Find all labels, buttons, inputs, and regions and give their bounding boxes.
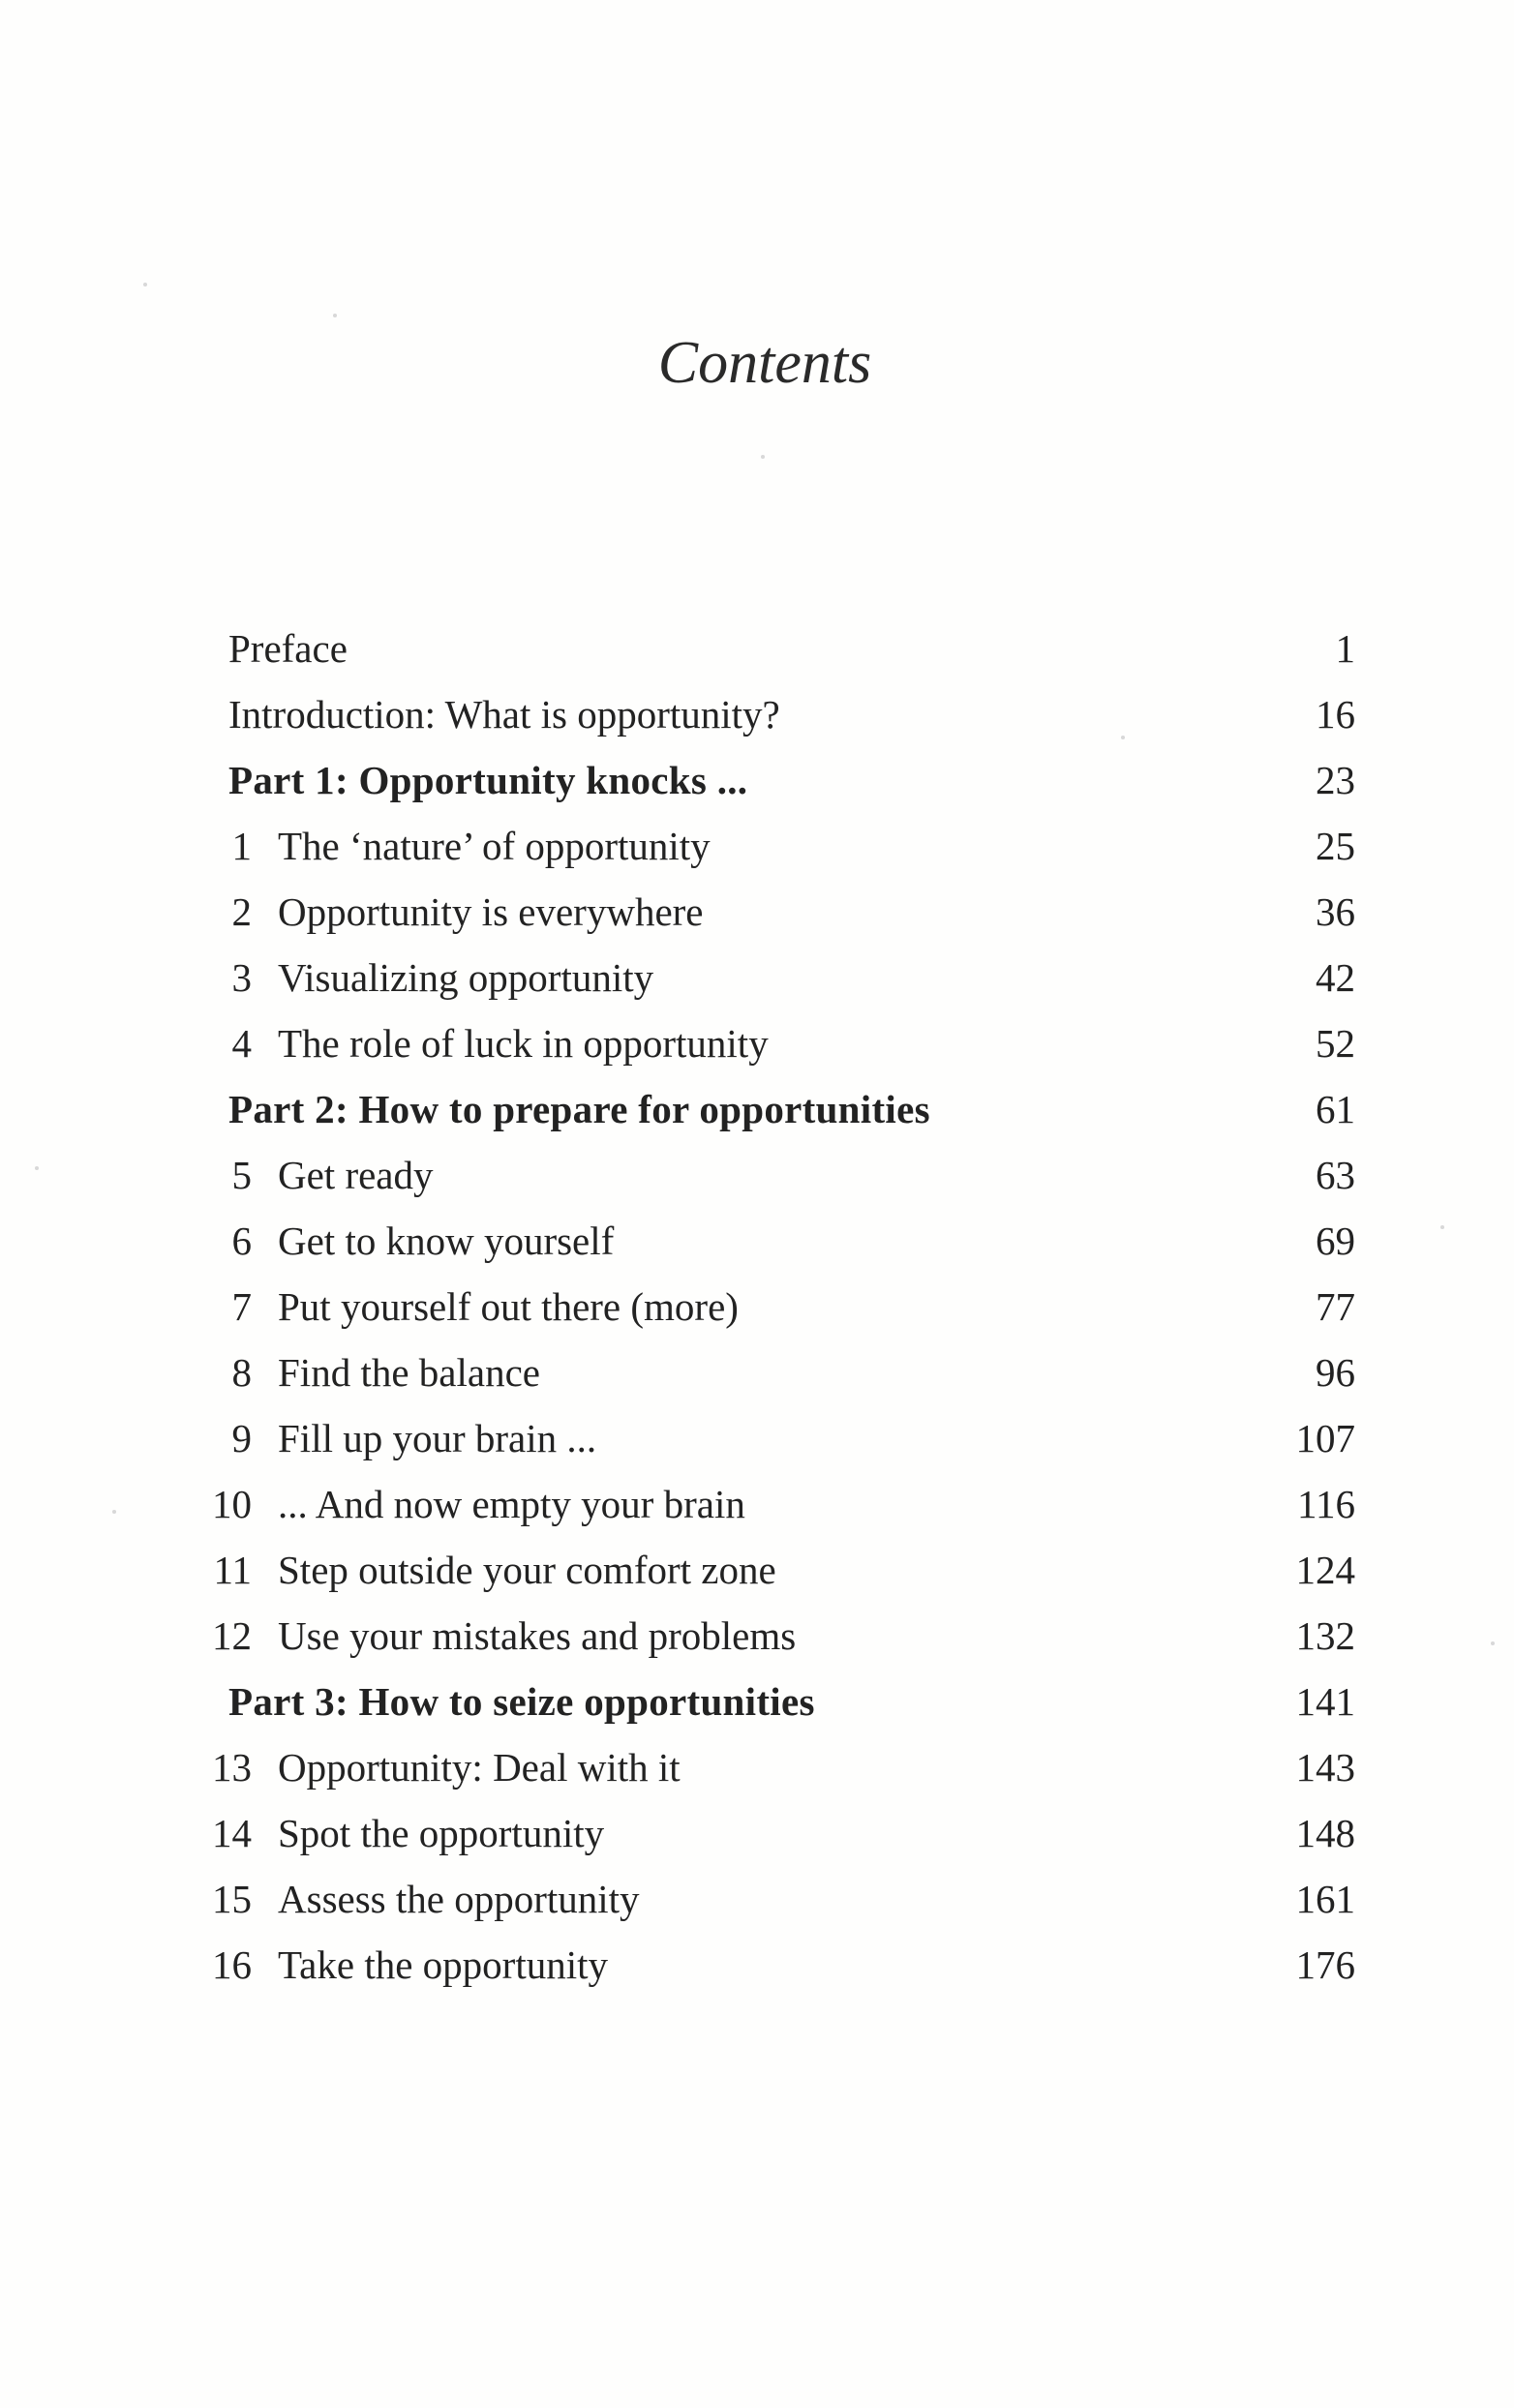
paper-speck xyxy=(143,283,147,286)
toc-entry xyxy=(194,879,1355,945)
chapter-number: 15 xyxy=(212,1877,252,1921)
entry-title: Introduction: What is opportunity? xyxy=(228,692,780,737)
page-number: 36 xyxy=(1316,889,1355,934)
page-number: 116 xyxy=(1297,1482,1355,1526)
chapter-number: 1 xyxy=(231,824,252,868)
entry-title: ... And now empty your brain xyxy=(278,1482,745,1526)
toc-entry xyxy=(194,1274,1355,1339)
page-number: 132 xyxy=(1295,1613,1355,1658)
toc-part-heading xyxy=(194,1076,1355,1142)
page-number: 161 xyxy=(1295,1877,1355,1921)
page-number: 16 xyxy=(1316,692,1355,737)
chapter-number: 7 xyxy=(231,1284,252,1329)
chapter-number: 6 xyxy=(231,1219,252,1263)
chapter-number: 13 xyxy=(212,1745,252,1790)
paper-speck xyxy=(1491,1641,1495,1645)
toc-entry xyxy=(194,1866,1355,1932)
chapter-number: 2 xyxy=(231,889,252,934)
entry-title: The ‘nature’ of opportunity xyxy=(278,824,711,868)
entry-title: Part 2: How to prepare for opportunities xyxy=(228,1087,930,1131)
page-number: 143 xyxy=(1295,1745,1355,1790)
page-number: 61 xyxy=(1316,1087,1355,1131)
toc-entry xyxy=(194,1339,1355,1405)
toc-entry xyxy=(194,945,1355,1010)
toc-entry xyxy=(194,681,1355,747)
paper-speck xyxy=(761,455,765,459)
page-number: 23 xyxy=(1316,758,1355,802)
page-number: 63 xyxy=(1316,1153,1355,1197)
toc-entry xyxy=(194,1537,1355,1603)
entry-title: Get to know yourself xyxy=(278,1219,615,1263)
toc-entry xyxy=(194,813,1355,879)
chapter-number: 14 xyxy=(212,1811,252,1855)
page-number: 77 xyxy=(1316,1284,1355,1329)
paper-speck xyxy=(35,1166,39,1170)
toc-entry xyxy=(194,1603,1355,1669)
entry-title: Assess the opportunity xyxy=(278,1877,640,1921)
toc-entry xyxy=(194,1471,1355,1537)
page-number: 141 xyxy=(1295,1679,1355,1724)
toc-part-heading xyxy=(194,1669,1355,1734)
page-number: 52 xyxy=(1316,1021,1355,1066)
chapter-number: 5 xyxy=(231,1153,252,1197)
page-title: Contents xyxy=(657,330,872,396)
paper-speck xyxy=(333,314,337,317)
entry-title: Preface xyxy=(228,626,348,671)
toc-entry xyxy=(194,1010,1355,1076)
page-number: 69 xyxy=(1316,1219,1355,1263)
chapter-number: 9 xyxy=(231,1416,252,1460)
toc-entry xyxy=(194,1734,1355,1800)
entry-title: Part 1: Opportunity knocks ... xyxy=(228,758,748,802)
page-number: 1 xyxy=(1335,626,1355,671)
chapter-number: 8 xyxy=(231,1350,252,1395)
page-number: 25 xyxy=(1316,824,1355,868)
chapter-number: 4 xyxy=(231,1021,252,1066)
toc-entry xyxy=(194,1800,1355,1866)
entry-title: Take the opportunity xyxy=(278,1942,608,1987)
entry-title: Get ready xyxy=(278,1153,434,1197)
page-number: 107 xyxy=(1295,1416,1355,1460)
chapter-number: 16 xyxy=(212,1942,252,1987)
toc-entry xyxy=(194,1142,1355,1208)
chapter-number: 3 xyxy=(231,955,252,1000)
page-number: 124 xyxy=(1295,1548,1355,1592)
page-number: 148 xyxy=(1295,1811,1355,1855)
entry-title: Visualizing opportunity xyxy=(278,955,654,1000)
chapter-number: 11 xyxy=(213,1548,252,1592)
toc-entry xyxy=(194,1208,1355,1274)
entry-title: Fill up your brain ... xyxy=(278,1416,597,1460)
page-number: 42 xyxy=(1316,955,1355,1000)
chapter-number: 10 xyxy=(212,1482,252,1526)
entry-title: Find the balance xyxy=(278,1350,540,1395)
paper-speck xyxy=(1440,1225,1444,1229)
entry-title: Opportunity is everywhere xyxy=(278,889,704,934)
entry-title: Part 3: How to seize opportunities xyxy=(228,1679,815,1724)
entry-title: Put yourself out there (more) xyxy=(278,1284,739,1329)
table-of-contents xyxy=(194,616,1355,1998)
entry-title: Step outside your comfort zone xyxy=(278,1548,776,1592)
entry-title: The role of luck in opportunity xyxy=(278,1021,769,1066)
entry-title: Spot the opportunity xyxy=(278,1811,605,1855)
toc-entry xyxy=(194,1932,1355,1998)
toc-part-heading xyxy=(194,747,1355,813)
toc-entry xyxy=(194,1405,1355,1471)
paper-speck xyxy=(112,1510,116,1514)
toc-entry xyxy=(194,616,1355,681)
chapter-number: 12 xyxy=(212,1613,252,1658)
page-number: 96 xyxy=(1316,1350,1355,1395)
entry-title: Opportunity: Deal with it xyxy=(278,1745,681,1790)
page-number: 176 xyxy=(1295,1942,1355,1987)
entry-title: Use your mistakes and problems xyxy=(278,1613,797,1658)
